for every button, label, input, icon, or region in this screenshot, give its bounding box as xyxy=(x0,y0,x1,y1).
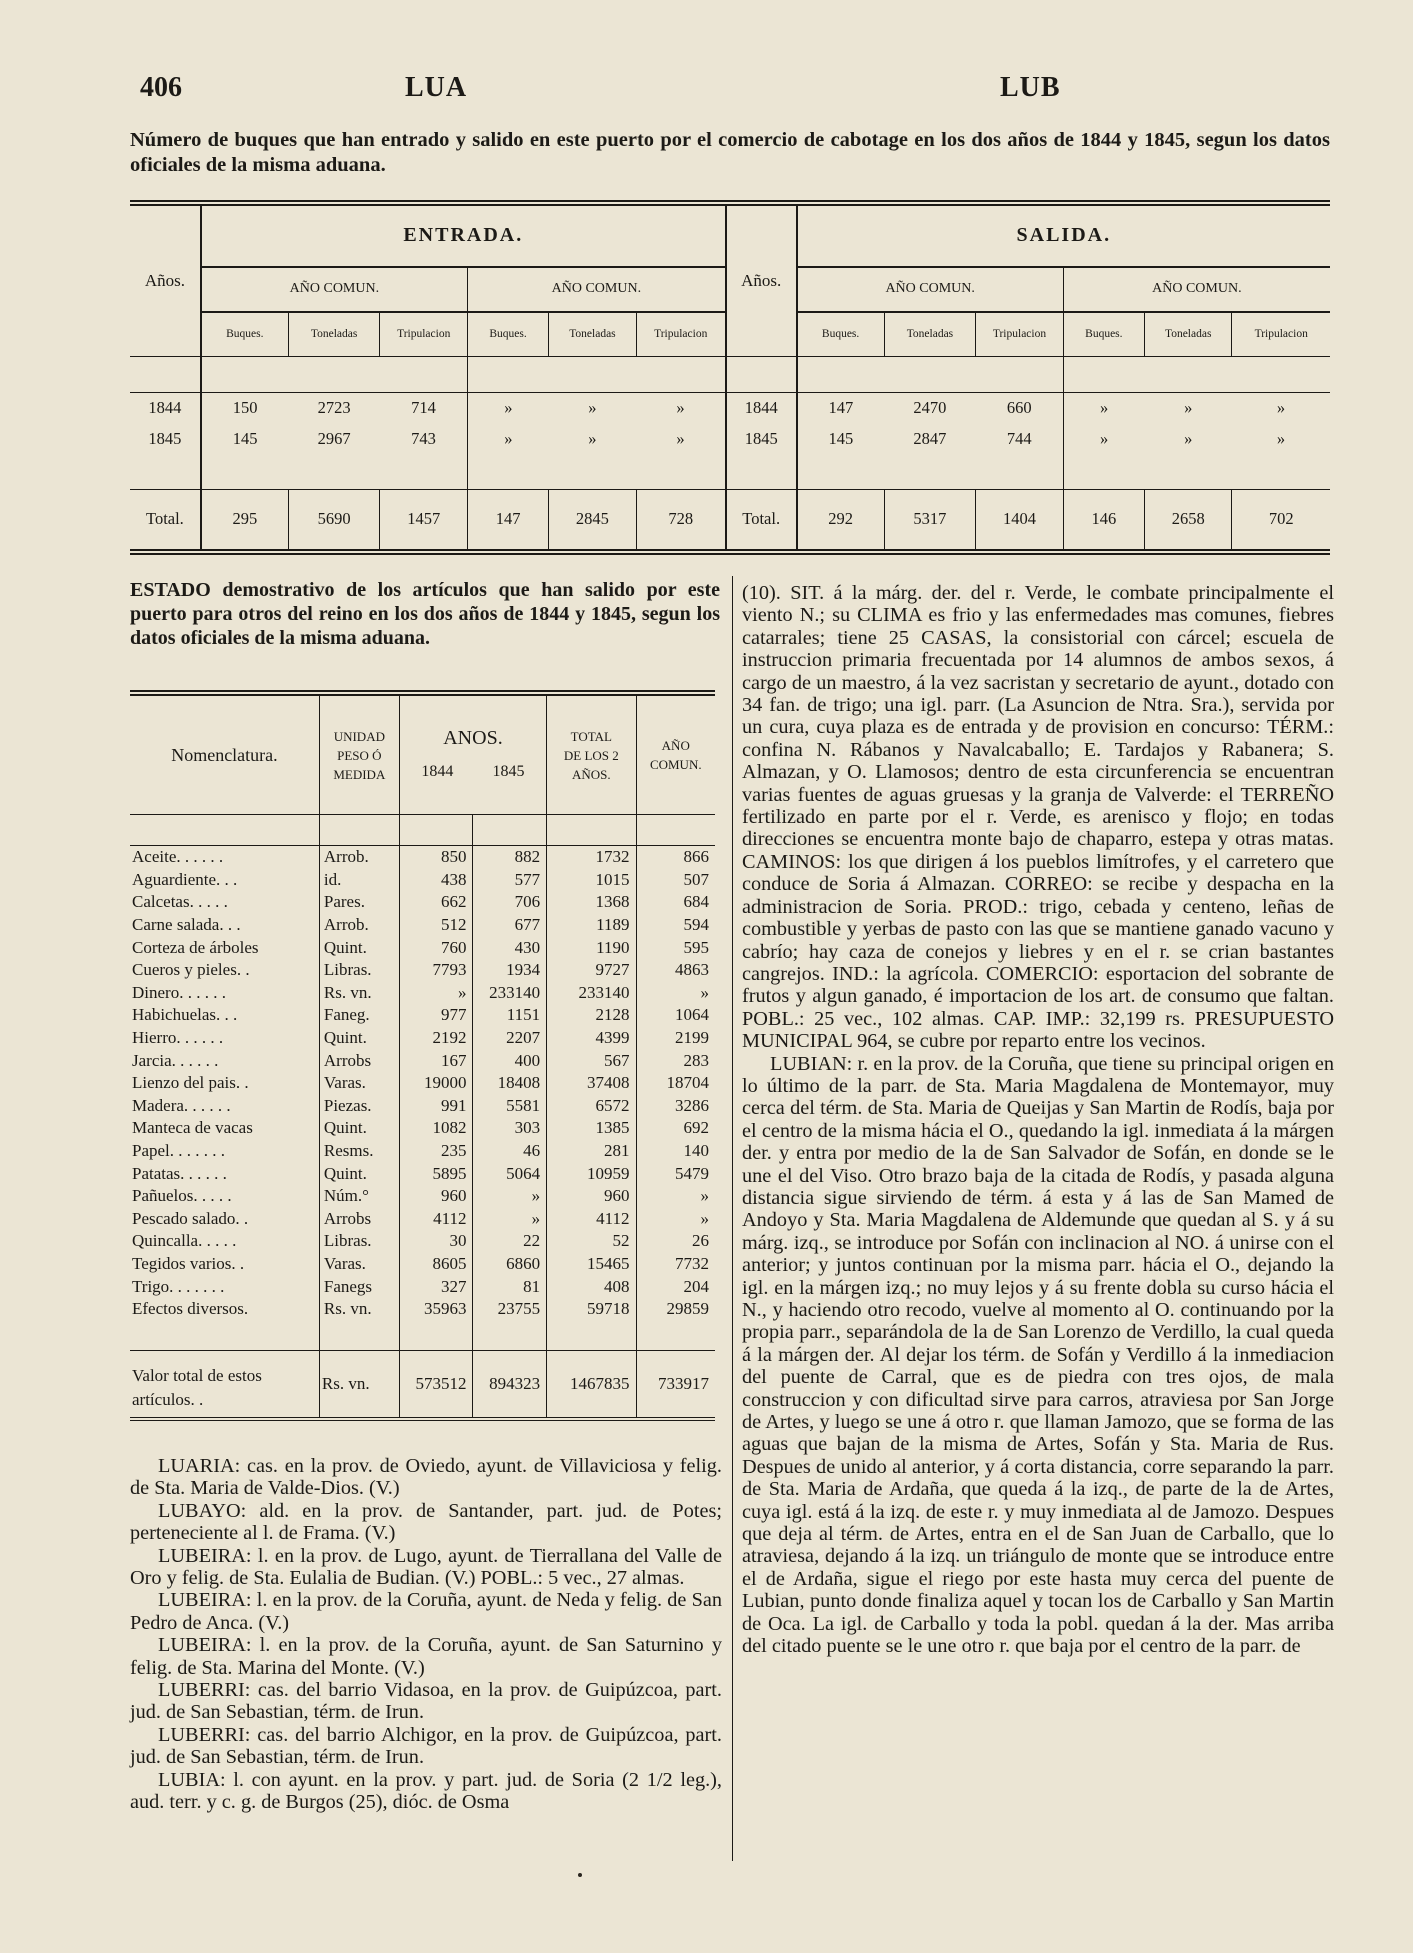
article-unit: Faneg. xyxy=(319,1004,399,1027)
header-left-word: LUA xyxy=(405,72,468,103)
left-text-column xyxy=(130,1455,722,1814)
entrada-ano-comun-1: AÑO COMUN. xyxy=(201,267,468,312)
value-cell: 145 xyxy=(797,424,884,454)
article-row xyxy=(130,1275,715,1298)
article-total: 567 xyxy=(547,1049,636,1072)
dictionary-entry xyxy=(130,1634,722,1679)
article-comun: 507 xyxy=(636,869,715,892)
total-cell: 292 xyxy=(797,489,884,552)
article-name: Dinero. . . . . . xyxy=(132,982,226,1002)
header-comun xyxy=(636,693,715,815)
article-name: Trigo. . . . . . . xyxy=(132,1276,225,1296)
article-1845: 46 xyxy=(473,1140,547,1163)
article-row xyxy=(130,1049,715,1072)
value-cell: » xyxy=(588,428,597,448)
article-comun: 204 xyxy=(636,1275,715,1298)
article-row xyxy=(130,914,715,937)
value-cell: » xyxy=(1184,398,1193,418)
article-1845: 303 xyxy=(473,1117,547,1140)
dictionary-entry xyxy=(130,1500,722,1545)
entry-headword: LUBEIRA: xyxy=(158,1544,252,1567)
article-1845: 1934 xyxy=(473,959,547,982)
article-name: Efectos diversos. xyxy=(132,1299,249,1319)
total-cell: 1404 xyxy=(976,489,1063,552)
article-name: Habichuelas. . . xyxy=(132,1005,238,1025)
article-unit: Quint. xyxy=(319,1117,399,1140)
article-name: Calcetas. . . . . xyxy=(132,892,228,912)
article-1844: 19000 xyxy=(399,1072,473,1095)
article-unit: Resms. xyxy=(319,1140,399,1163)
header-unidad-line: PESO Ó xyxy=(337,747,382,763)
article-total: 281 xyxy=(547,1140,636,1163)
article-1844: 35963 xyxy=(399,1298,473,1321)
article-comun: 692 xyxy=(636,1117,715,1140)
article-row xyxy=(130,936,715,959)
dictionary-entry xyxy=(130,1545,722,1590)
article-total: 2128 xyxy=(547,1004,636,1027)
article-name: Pañuelos. . . . . xyxy=(132,1186,232,1206)
article-1844: 7793 xyxy=(399,959,473,982)
article-unit: Quint. xyxy=(319,1162,399,1185)
article-row xyxy=(130,1208,715,1231)
salida-ano-comun-1: AÑO COMUN. xyxy=(797,267,1064,312)
article-total: 1732 xyxy=(547,846,636,869)
article-comun: 595 xyxy=(636,936,715,959)
article-total: 9727 xyxy=(547,959,636,982)
article-unit: Quint. xyxy=(319,936,399,959)
article-row xyxy=(130,1027,715,1050)
article-1845: 677 xyxy=(473,914,547,937)
footer-dot xyxy=(578,1873,582,1877)
article-row xyxy=(130,1140,715,1163)
article-total: 1368 xyxy=(547,891,636,914)
header-right-word: LUB xyxy=(1000,72,1061,103)
article-1844: 30 xyxy=(399,1230,473,1253)
total-cell: 5690 xyxy=(288,489,380,552)
article-unit: Rs. vn. xyxy=(319,982,399,1005)
col-buques: Buques. xyxy=(467,312,548,357)
total-cell: 2845 xyxy=(549,489,636,552)
article-total: 1385 xyxy=(547,1117,636,1140)
value-cell: 147 xyxy=(797,392,884,423)
article-1845: 22 xyxy=(473,1230,547,1253)
dictionary-entry xyxy=(130,1455,722,1500)
article-1844: 960 xyxy=(399,1185,473,1208)
right-paragraph: (10). SIT. á la márg. der. del r. Verde, le combate principalmente el viento N.; su CLIMA es frio y las enfermedades mas comunes, fiebres catarrales; tiene 25 CASAS, la consistorial con cárcel; escuela de instruccion primaria frecuentada por 14 alumnos de ambos sexos, á cargo de un maestro, á la vez sacristan y secretario de ayunt., dotado con 34 fan. de trigo; una igl. parr. (La Asuncion de Ntra. Sra.), servida por un cura, cuya plaza es de entrada y de provision en concurso: TÉRM.: confina N. Rábanos y Navalcaballo; E. Tardajos y Rabanera; S. Almazan, y O. Llamosos; dentro de esta circunferencia se encuentran varias fuentes de aguas gruesas y la granja de Valverde: el TERREÑO fertilizado en parte por el r. Verde, es arenisco y flojo; en todas direcciones se encuentra monte bajo de chaparro, estepa y otras matas. CAMINOS: los que dirigen á los pueblos limítrofes, y el carretero que conduce de Soria á Almazan. CORREO: se recibe y despacha en la administracion de Soria. PROD.: trigo, cebada y centeno, leñas de combustible y yerbas de pasto con las que se mantiene ganado vacuno y cabrío; hay caza de conejos y liebres y en el r. se crian bastantes cangrejos. IND.: la agrícola. COMERCIO: esportacion del sobrante de frutos y algun ganado, é importacion de los art. de consumo que faltan. POBL.: 25 vec., 102 almas. CAP. IMP.: 32,199 rs. PRESUPUESTO MUNICIPAL 964, se cubre por reparto entre los vecinos. xyxy=(742,582,1334,1053)
article-name: Corteza de árboles xyxy=(132,937,259,957)
article-1844: 850 xyxy=(399,846,473,869)
article-1845: 882 xyxy=(473,846,547,869)
article-row xyxy=(130,1253,715,1276)
salida-header: SALIDA. xyxy=(797,203,1330,267)
article-row xyxy=(130,869,715,892)
article-1844: 991 xyxy=(399,1095,473,1118)
year-cell: 1845 xyxy=(726,424,797,454)
article-unit: Fanegs xyxy=(319,1275,399,1298)
article-row xyxy=(130,982,715,1005)
article-unit: Arrobs xyxy=(319,1208,399,1231)
article-1844: 512 xyxy=(399,914,473,937)
column-rule xyxy=(732,576,733,1861)
header-unidad-line: MEDIDA xyxy=(333,766,386,782)
header-1845: 1845 xyxy=(492,763,525,780)
header-anos xyxy=(399,693,546,815)
header-total xyxy=(547,693,636,815)
header-unidad-line: UNIDAD xyxy=(333,728,385,744)
articles-table xyxy=(130,690,715,1421)
article-name: Manteca de vacas xyxy=(132,1118,253,1138)
header-comun-line: COMUN. xyxy=(649,757,702,772)
article-total: 960 xyxy=(547,1185,636,1208)
article-name: Pescado salado. . xyxy=(132,1208,249,1228)
col-toneladas: Toneladas xyxy=(1144,312,1231,357)
ships-table-title: Número de buques que han entrado y salido en este puerto por el comercio de cabotage en los dos años de 1844 y 1845, segun los datos oficiales de la misma aduana. xyxy=(130,129,1330,176)
article-comun: 594 xyxy=(636,914,715,937)
anos-header-entrada: Años. xyxy=(144,271,185,291)
article-1844: 1082 xyxy=(399,1117,473,1140)
dictionary-entry xyxy=(130,1589,722,1634)
article-row xyxy=(130,1162,715,1185)
article-name: Papel. . . . . . . xyxy=(132,1141,226,1161)
article-total: 1015 xyxy=(547,869,636,892)
article-name: Tegidos varios. . xyxy=(132,1253,245,1273)
header-total-line: DE LOS 2 xyxy=(563,747,619,763)
dictionary-entry xyxy=(130,1769,722,1814)
article-total: 4399 xyxy=(547,1027,636,1050)
value-cell: 2967 xyxy=(317,428,351,448)
article-1845: 6860 xyxy=(473,1253,547,1276)
entry-headword: LUBEIRA: xyxy=(158,1634,252,1657)
article-1844: 5895 xyxy=(399,1162,473,1185)
value-cell: » xyxy=(1063,424,1144,454)
article-comun: » xyxy=(636,982,715,1005)
dictionary-entry xyxy=(130,1679,722,1724)
entry-text: l. en la prov. de Lugo, ayunt. de Tierrallana del Valle de Oro y felig. de Sta. Eulalia de Budian. (V.) POBL.: 5 vec., 27 almas. xyxy=(130,1544,722,1590)
article-total: 1189 xyxy=(547,914,636,937)
value-cell: 2723 xyxy=(317,398,351,418)
article-1844: 2192 xyxy=(399,1027,473,1050)
article-1845: 233140 xyxy=(473,982,547,1005)
article-1844: 235 xyxy=(399,1140,473,1163)
article-1845: 5581 xyxy=(473,1095,547,1118)
article-name: Quincalla. . . . . xyxy=(132,1231,237,1251)
article-name: Aceite. . . . . . xyxy=(132,847,224,867)
entry-headword: LUARIA: xyxy=(158,1455,241,1477)
year-cell: 1845 xyxy=(148,428,182,448)
article-unit: Arrobs xyxy=(319,1049,399,1072)
article-1845: 5064 xyxy=(473,1162,547,1185)
article-comun: 3286 xyxy=(636,1095,715,1118)
entrada-header: ENTRADA. xyxy=(201,203,726,267)
article-1845: 81 xyxy=(473,1275,547,1298)
value-cell: 660 xyxy=(1006,398,1032,418)
entry-text: cas. del barrio Alchigor, en la prov. de Guipúzcoa, part. jud. de San Sebastian, térm. de Irun. xyxy=(130,1723,722,1769)
article-1845: 430 xyxy=(473,936,547,959)
article-1844: 662 xyxy=(399,891,473,914)
article-unit: Libras. xyxy=(319,959,399,982)
header-total-line: TOTAL xyxy=(570,728,612,744)
article-unit: Quint. xyxy=(319,1027,399,1050)
article-name: Carne salada. . . xyxy=(132,915,241,935)
article-comun: 5479 xyxy=(636,1162,715,1185)
article-row xyxy=(130,959,715,982)
valor-total-row xyxy=(130,1351,715,1420)
salida-ano-comun-2: AÑO COMUN. xyxy=(1063,267,1330,312)
entry-text: cas. del barrio Vidasoa, en la prov. de Guipúzcoa, part. jud. de San Sebastian, térm. de Irun. xyxy=(130,1679,722,1724)
entry-headword: LUBIA: xyxy=(158,1768,226,1791)
valor-total-1845: 894323 xyxy=(473,1351,547,1420)
header-1844: 1844 xyxy=(421,763,454,780)
article-row xyxy=(130,846,715,869)
article-row xyxy=(130,891,715,914)
valor-total-comun: 733917 xyxy=(636,1351,715,1420)
article-total: 6572 xyxy=(547,1095,636,1118)
value-cell: » xyxy=(1276,428,1286,448)
article-total: 4112 xyxy=(547,1208,636,1231)
article-row xyxy=(130,1004,715,1027)
article-comun: 18704 xyxy=(636,1072,715,1095)
value-cell: » xyxy=(676,428,685,448)
col-buques: Buques. xyxy=(797,312,884,357)
value-cell: » xyxy=(467,424,548,454)
value-cell: 145 xyxy=(201,424,288,454)
article-1845: 400 xyxy=(473,1049,547,1072)
article-comun: 1064 xyxy=(636,1004,715,1027)
header-nomenclatura: Nomenclatura. xyxy=(130,693,319,815)
article-1845: 706 xyxy=(473,891,547,914)
value-cell: » xyxy=(588,398,597,418)
value-cell: 743 xyxy=(411,428,436,448)
article-total: 10959 xyxy=(547,1162,636,1185)
article-1845: 23755 xyxy=(473,1298,547,1321)
article-1845: 1151 xyxy=(473,1004,547,1027)
article-unit: Núm.° xyxy=(319,1185,399,1208)
value-cell: 2847 xyxy=(913,428,947,448)
article-1844: 4112 xyxy=(399,1208,473,1231)
header-anos-label: ANOS. xyxy=(443,727,503,749)
article-total: 408 xyxy=(547,1275,636,1298)
article-comun: 140 xyxy=(636,1140,715,1163)
article-comun: 29859 xyxy=(636,1298,715,1321)
article-row xyxy=(130,1095,715,1118)
value-cell: 150 xyxy=(201,392,288,423)
total-cell: 2658 xyxy=(1144,489,1231,552)
valor-total-total: 1467835 xyxy=(547,1351,636,1420)
col-toneladas: Toneladas xyxy=(549,312,636,357)
article-1844: » xyxy=(399,982,473,1005)
entry-text: l. con ayunt. en la prov. y part. jud. de Soria (2 1/2 leg.), aud. terr. y c. g. de Burgos (25), dióc. de Osma xyxy=(130,1768,722,1814)
entry-headword: LUBEIRA: xyxy=(158,1589,252,1612)
total-cell: 147 xyxy=(467,489,548,552)
entry-text: l. en la prov. de la Coruña, ayunt. de San Saturnino y felig. de Sta. Marina del Monte. (V.) xyxy=(130,1634,722,1679)
article-comun: 4863 xyxy=(636,959,715,982)
article-unit: Libras. xyxy=(319,1230,399,1253)
article-name: Madera. . . . . . xyxy=(132,1095,231,1115)
article-row xyxy=(130,1117,715,1140)
article-name: Jarcia. . . . . . xyxy=(132,1050,219,1070)
page-number: 406 xyxy=(140,72,182,103)
article-name: Hierro. . . . . . xyxy=(132,1028,224,1048)
article-total: 1190 xyxy=(547,936,636,959)
col-buques: Buques. xyxy=(1063,312,1144,357)
article-unit: Arrob. xyxy=(319,914,399,937)
value-cell: » xyxy=(1184,428,1193,448)
entry-headword: LUBERRI: xyxy=(158,1679,251,1702)
year-cell: 1844 xyxy=(148,398,182,418)
article-total: 233140 xyxy=(547,982,636,1005)
entry-text: l. en la prov. de la Coruña, ayunt. de Neda y felig. de San Pedro de Anca. (V.) xyxy=(130,1589,722,1634)
col-tripulacion: Tripulacion xyxy=(1232,312,1330,357)
article-unit: Varas. xyxy=(319,1072,399,1095)
entry-text: ald. en la prov. de Santander, part. jud. de Potes; perteneciente al l. de Frama. (V.) xyxy=(130,1499,723,1545)
article-unit: Arrob. xyxy=(319,846,399,869)
article-row xyxy=(130,1230,715,1253)
right-paragraph: LUBIAN: r. en la prov. de la Coruña, que tiene su principal origen en lo último de la parr. de Sta. Maria Magdalena de Montemayor, muy cerca del térm. de Sta. Maria de Queijas y San Martin de Rodís, baja por el centro de la misma hácia el O., quedando la igl. inmediata á la márgen der. y entra por medio de la de San Salvador de Sofán, en donde se le une el del Viso. Otro brazo baja de la citada de Rodís, y pasada alguna distancia sigue sirviendo de térm. á esta y á las de San Mamed de Andoyo y Sta. Maria Magdalena de Aldemunde que quedan al S. y á su márg. izq., se introduce por Sofán con inclinacion al NO. á unirse con el anterior; y juntos continuan por la misma parr. hácia el O., dejando la igl. en la márgen izq.; no muy lejos y á su frente dobla su curso hácia el N., y haciendo otro recodo, vuelve al momento al O. continuando por la propia parr., separándola de la de San Lorenzo de Verdillo, la cual queda á la márgen der. Al dejar los térm. de Sofán y Verdillo á la inmediacion del puente de Carral, que es de piedra con tres ojos, de mala construccion y con dificultad sirve para carros, atraviesa por San Jorge de Artes, y luego se une á otro r. que llaman Jamozo, que se forma de las aguas que bajan de la misma de Artes, Sofán y Sta. Maria de Rus. Despues de unido al anterior, y á corta distancia, corre separando la parr. de Sta. Maria de Ardaña, que queda á la izq., de parte de la de Artes, cuya igl. está á la izq. de este r. y muy inmediata al de Jamozo. Despues que deja al térm. de Artes, entra en el de San Juan de Carballo, que lo atraviesa, dejando á la izq. un triángulo de monte que se introduce entre el de Ardaña, sigue el riego por este hasta muy cerca del puente de Lubian, punto donde finaliza aquel y tocan los de Carballo y San Martin de Oca. La igl. de Carballo y toda la pobl. quedan á la der. Mas arriba del citado puente se le une otro r. que baja por el centro de la parr. de xyxy=(742,1052,1334,1658)
entry-headword: LUBERRI: xyxy=(158,1723,251,1746)
article-comun: 7732 xyxy=(636,1253,715,1276)
value-cell: » xyxy=(467,392,548,423)
article-total: 15465 xyxy=(547,1253,636,1276)
header-comun-line: AÑO xyxy=(661,738,690,753)
right-text-column xyxy=(742,582,1334,1658)
article-comun: 283 xyxy=(636,1049,715,1072)
dictionary-entry xyxy=(130,1724,722,1769)
article-unit: Varas. xyxy=(319,1253,399,1276)
total-cell: 702 xyxy=(1232,489,1330,552)
article-1844: 8605 xyxy=(399,1253,473,1276)
entry-headword: LUBAYO: xyxy=(158,1499,247,1522)
col-tripulacion: Tripulacion xyxy=(636,312,726,357)
estado-title: ESTADO demostrativo de los artículos que han salido por este puerto para otros del reino en los dos años de 1844 y 1845, segun los datos oficiales de la misma aduana. xyxy=(130,579,720,649)
anos-header-salida: Años. xyxy=(726,203,797,357)
article-comun: 2199 xyxy=(636,1027,715,1050)
entrada-ano-comun-2: AÑO COMUN. xyxy=(467,267,725,312)
total-cell: 728 xyxy=(636,489,726,552)
col-toneladas: Toneladas xyxy=(288,312,380,357)
article-comun: » xyxy=(636,1185,715,1208)
article-row xyxy=(130,1072,715,1095)
article-row xyxy=(130,1298,715,1321)
year-cell: 1844 xyxy=(726,392,797,423)
total-label: Total. xyxy=(146,509,184,529)
article-unit: id. xyxy=(319,869,399,892)
total-cell: 5317 xyxy=(884,489,976,552)
article-1844: 167 xyxy=(399,1049,473,1072)
article-1844: 438 xyxy=(399,869,473,892)
valor-total-1844: 573512 xyxy=(399,1351,473,1420)
total-cell: 146 xyxy=(1063,489,1144,552)
total-cell: 1457 xyxy=(380,489,467,552)
valor-total-label: Valor total de estos artículos. . xyxy=(132,1366,262,1410)
article-unit: Pares. xyxy=(319,891,399,914)
valor-total-unit: Rs. vn. xyxy=(319,1351,399,1420)
col-tripulacion: Tripulacion xyxy=(380,312,467,357)
article-1845: 18408 xyxy=(473,1072,547,1095)
running-header xyxy=(140,72,1320,112)
article-name: Cueros y pieles. . xyxy=(132,960,250,980)
article-1844: 977 xyxy=(399,1004,473,1027)
article-unit: Rs. vn. xyxy=(319,1298,399,1321)
col-buques: Buques. xyxy=(201,312,288,357)
header-unidad xyxy=(319,693,399,815)
article-name: Lienzo del pais. . xyxy=(132,1073,249,1093)
ships-row-1844 xyxy=(130,392,1330,423)
article-comun: 26 xyxy=(636,1230,715,1253)
article-1845: 2207 xyxy=(473,1027,547,1050)
total-cell: 295 xyxy=(201,489,288,552)
value-cell: » xyxy=(1063,392,1144,423)
value-cell: 714 xyxy=(411,398,436,418)
ships-total-row xyxy=(130,489,1330,552)
article-1845: » xyxy=(473,1208,547,1231)
article-comun: » xyxy=(636,1208,715,1231)
article-total: 59718 xyxy=(547,1298,636,1321)
article-unit: Piezas. xyxy=(319,1095,399,1118)
entry-text: cas. en la prov. de Oviedo, ayunt. de Villaviciosa y felig. de Sta. Maria de Valde-Dios. (V.) xyxy=(130,1455,723,1500)
col-tripulacion: Tripulacion xyxy=(976,312,1063,357)
article-comun: 684 xyxy=(636,891,715,914)
header-total-line: AÑOS. xyxy=(571,766,611,782)
article-total: 52 xyxy=(547,1230,636,1253)
total-label: Total. xyxy=(726,489,797,552)
article-comun: 866 xyxy=(636,846,715,869)
value-cell: 2470 xyxy=(913,398,947,418)
col-toneladas: Toneladas xyxy=(884,312,976,357)
value-cell: » xyxy=(1276,398,1286,418)
article-1844: 327 xyxy=(399,1275,473,1298)
article-1845: » xyxy=(473,1185,547,1208)
article-total: 37408 xyxy=(547,1072,636,1095)
ships-row-1845 xyxy=(130,424,1330,454)
article-1845: 577 xyxy=(473,869,547,892)
article-name: Aguardiente. . . xyxy=(132,869,238,889)
article-row xyxy=(130,1185,715,1208)
article-1844: 760 xyxy=(399,936,473,959)
ships-table xyxy=(130,200,1330,555)
value-cell: 744 xyxy=(1006,428,1032,448)
article-name: Patatas. . . . . . xyxy=(132,1163,227,1183)
value-cell: » xyxy=(676,398,685,418)
